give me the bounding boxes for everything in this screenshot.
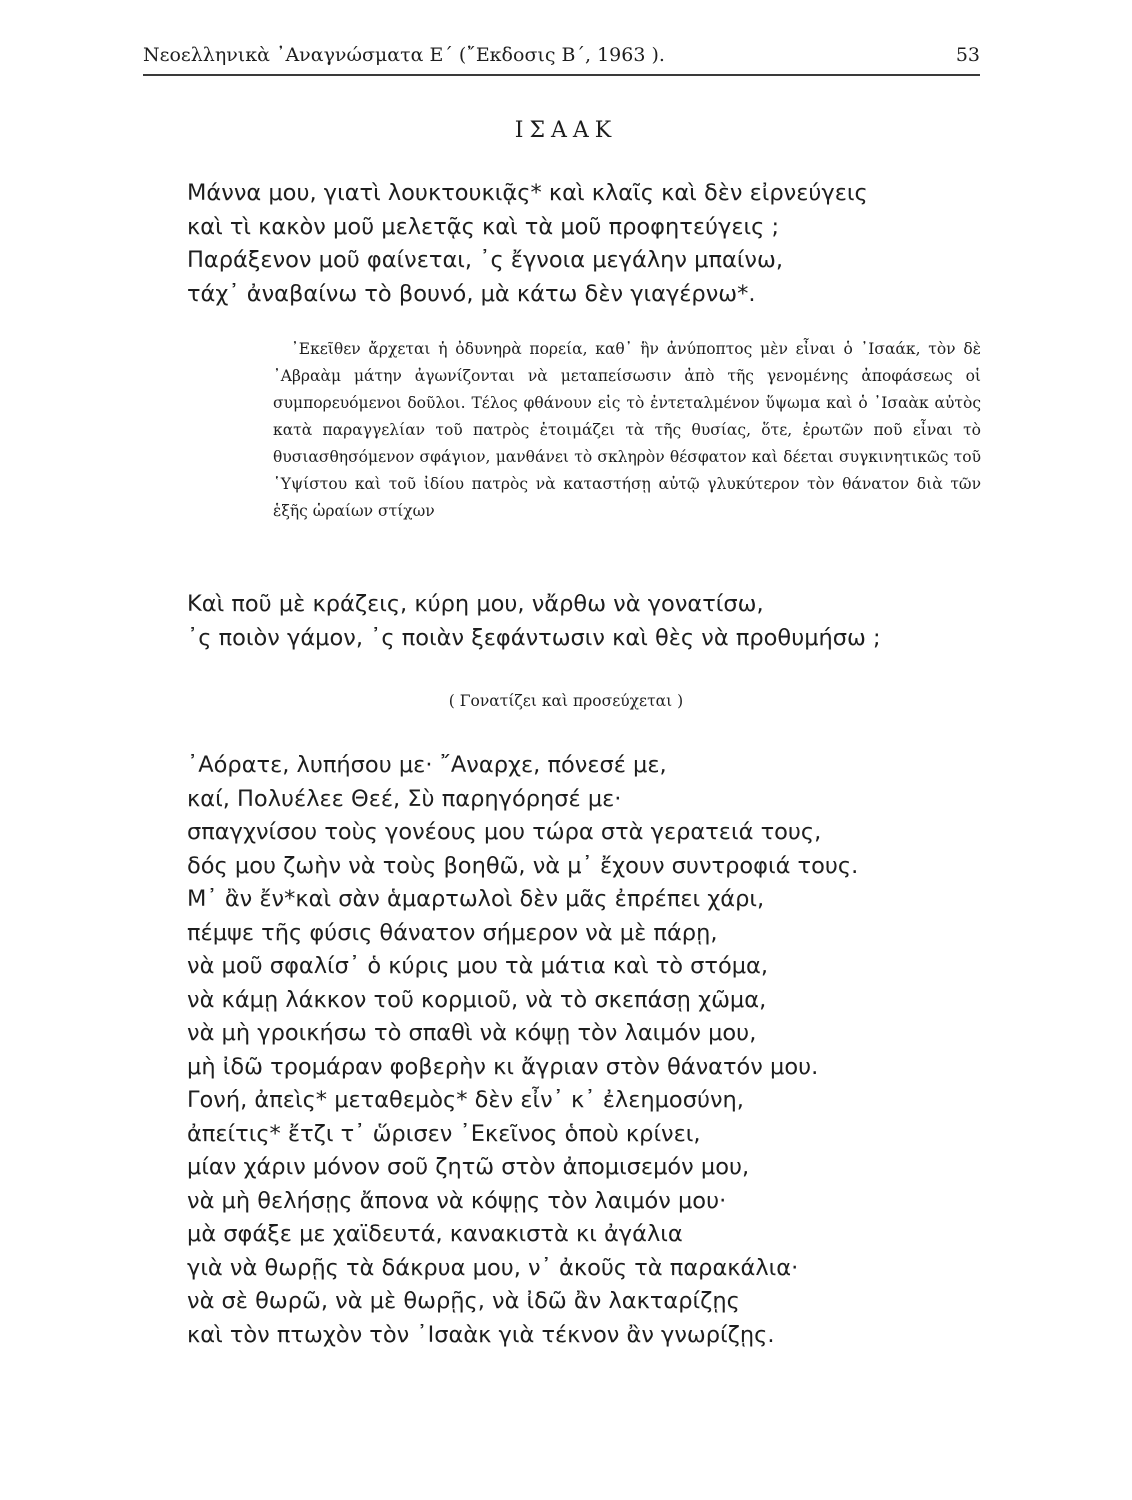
page-number: 53 [955, 44, 980, 66]
stage-direction: ( Γονατίζει καὶ προσεύχεται ) [448, 692, 684, 710]
verse-line: νὰ μὴ θελήσῃς ἄπονα νὰ κόψῃς τὸν λαιμόν μου· [187, 1187, 727, 1214]
verse-line: καὶ τὶ κακὸν μοῦ μελετᾷς καὶ τὰ μοῦ προφητεύγεις ; [187, 213, 780, 240]
verse-line: Καὶ ποῦ μὲ κράζεις, κύρη μου, νἄρθω νὰ γονατίσω, [187, 591, 764, 617]
verse-line: δός μου ζωὴν νὰ τοὺς βοηθῶ, νὰ μ᾽ ἔχουν συντροφιά τους. [187, 852, 859, 879]
verse-line: νὰ μὴ γροικήσω τὸ σπαθὶ νὰ κόψῃ τὸν λαιμόν μου, [187, 1020, 757, 1046]
verse-line: τάχ᾽ ἀναβαίνω τὸ βουνό, μὰ κάτω δὲν γιαγέρνω*. [187, 280, 756, 307]
verse-line: Μ᾽ ἂν ἔν*καὶ σὰν ἁμαρτωλοὶ δὲν μᾶς ἐπρέπει χάρι, [187, 886, 765, 912]
verse-line: νὰ κάμῃ λάκκον τοῦ κορμιοῦ, νὰ τὸ σκεπάσῃ χῶμα, [187, 986, 767, 1013]
verse-line: καὶ τὸν πτωχὸν τὸν ᾿Ισαὰκ γιὰ τέκνον ἂν γνωρίζῃς. [187, 1321, 775, 1348]
running-title: Νεοελληνικὰ ᾿Αναγνώσματα Ε΄ (῎Εκδοσις Β΄, 1963 ). [143, 44, 665, 66]
stanza-3 [187, 749, 858, 1352]
verse-line: ἀπείτις* ἔτζι τ᾽ ὥρισεν ᾽Εκεῖνος ὁποὺ κρίνει, [187, 1120, 701, 1147]
verse-line: Μάννα μου, γιατὶ λουκτουκιᾷς* καὶ κλαῖς καὶ δὲν εἰρνεύγεις [187, 180, 868, 206]
verse-line: μὰ σφάξε με χαϊδευτά, κανακιστὰ κι ἀγάλια [187, 1221, 683, 1247]
stanza-2 [187, 588, 881, 655]
verse-line: Γονή, ἀπεὶς* μεταθεμὸς* δὲν εἶν᾽ κ᾽ ἐλεημοσύνη, [187, 1087, 744, 1113]
verse-line: πέμψε τῆς φύσις θάνατον σήμερον νὰ μὲ πάρῃ, [187, 919, 718, 946]
verse-line: Παράξενον μοῦ φαίνεται, ᾽ς ἔγνοια μεγάλην μπαίνω, [187, 247, 783, 273]
prose-paragraph: ᾿Εκεῖθεν ἄρχεται ἡ ὀδυνηρὰ πορεία, καθ᾽ ἣν ἀνύποπτος μὲν εἶναι ὁ ᾿Ισαάκ, τὸν δὲ ᾿Αβραὰμ μάτην ἀγωνίζονται νὰ μεταπείσωσιν ἀπὸ τῆς γενομένης ἀποφάσεως οἱ συμπορευόμενοι δοῦλοι. Τέλος φθάνουν εἰς τὸ ἐντεταλμένον ὕψωμα καὶ ὁ ᾿Ισαὰκ αὐτὸς κατὰ παραγγελίαν τοῦ πατρὸς ἑτοιμάζει τὰ τῆς θυσίας, ὅτε, ἐρωτῶν ποῦ εἶναι τὸ θυσιασθησόμενον σφάγιον, μανθάνει τὸ σκληρὸν θέσφατον καὶ δέεται συγκινητικῶς τοῦ ῾Υψίστου καὶ τοῦ ἰδίου πατρὸς νὰ καταστήσῃ αὐτῷ γλυκύτερον τὸν θάνατον διὰ τῶν ἑξῆς ὡραίων στίχων [273, 340, 981, 520]
verse-line: γιὰ νὰ θωρῇς τὰ δάκρυα μου, ν᾽ ἀκοῦς τὰ παρακάλια· [187, 1254, 799, 1281]
verse-line: ᾽ς ποιὸν γάμον, ᾽ς ποιὰν ξεφάντωσιν καὶ θὲς νὰ προθυμήσω ; [187, 624, 881, 651]
verse-line: σπαγχνίσου τοὺς γονέους μου τώρα στὰ γερατειά τους, [187, 819, 822, 845]
verse-line: καί, Πολυέλεε Θεέ, Σὺ παρηγόρησέ με· [187, 785, 622, 812]
verse-line: μίαν χάριν μόνον σοῦ ζητῶ στὸν ἀπομισεμόν μου, [187, 1154, 750, 1180]
verse-line: νὰ σὲ θωρῶ, νὰ μὲ θωρῇς, νὰ ἰδῶ ἂν λακταρίζῃς [187, 1288, 740, 1314]
verse-line: ᾿Αόρατε, λυπήσου με· ῎Αναρχε, πόνεσέ με, [187, 752, 667, 778]
verse-line: μὴ ἰδῶ τρομάραν φοβερὴν κι ἄγριαν στὸν θάνατόν μου. [187, 1053, 819, 1080]
stanza-1 [187, 177, 868, 311]
verse-line: νὰ μοῦ σφαλίσ᾽ ὁ κύρις μου τὰ μάτια καὶ τὸ στόμα, [187, 953, 769, 979]
poem-title: ΙΣΑΑΚ [514, 118, 618, 143]
running-header [143, 42, 980, 76]
